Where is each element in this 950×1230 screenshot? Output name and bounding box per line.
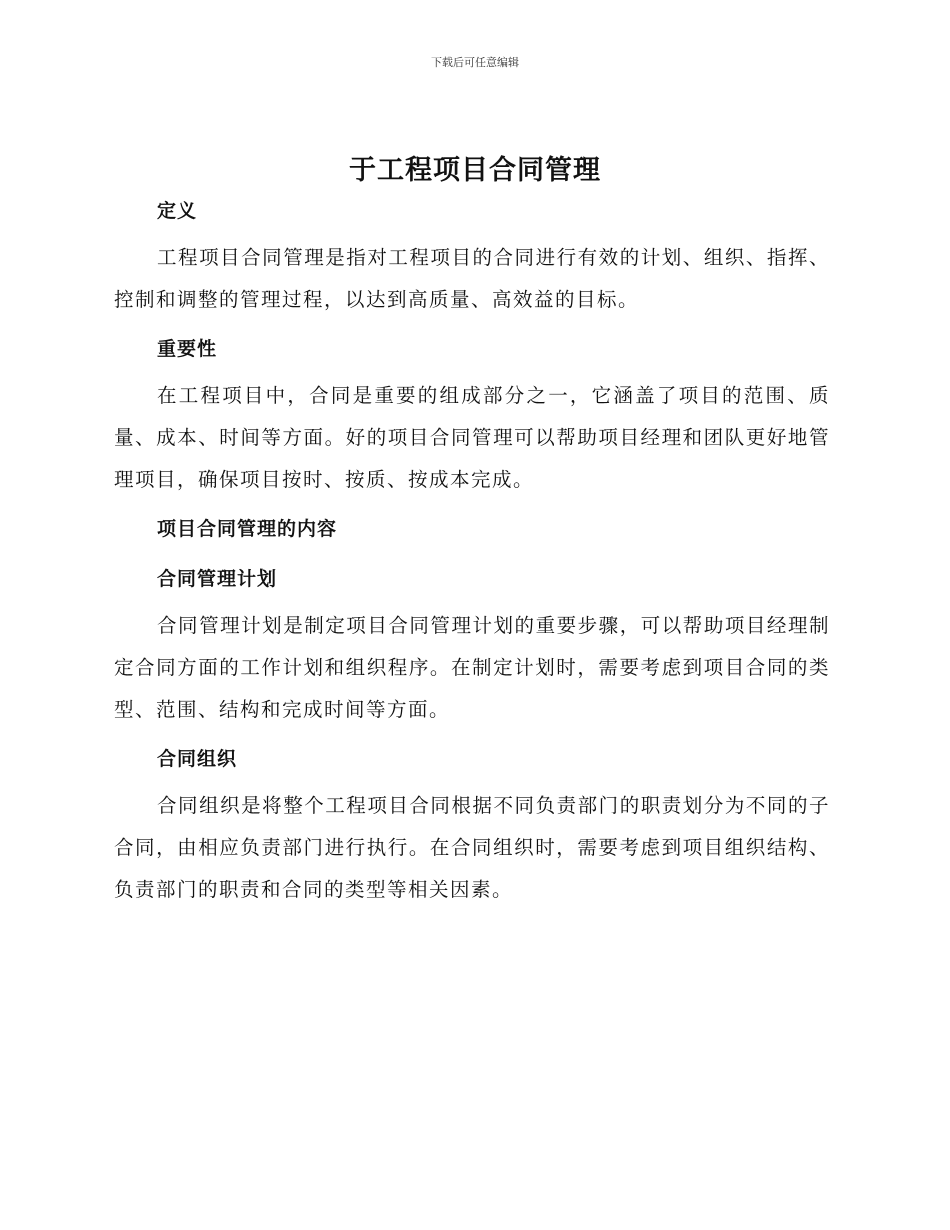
- document-title: 于工程项目合同管理: [349, 155, 601, 186]
- heading-organization: 合同组织: [157, 748, 238, 770]
- heading-importance: 重要性: [157, 338, 218, 360]
- paragraph-definition: 工程项目合同管理是指对工程项目的合同进行有效的计划、组织、指挥、控制和调整的管理过程，以达到高质量、高效益的目标。: [114, 246, 830, 311]
- heading-plan: 合同管理计划: [157, 568, 278, 590]
- document-body: [114, 193, 830, 911]
- header-note: 下载后可任意编辑: [431, 56, 519, 69]
- paragraph-plan: 合同管理计划是制定项目合同管理计划的重要步骤，可以帮助项目经理制定合同方面的工作计划和组织程序。在制定计划时，需要考虑到项目合同的类型、范围、结构和完成时间等方面。: [114, 614, 830, 721]
- paragraph-organization: 合同组织是将整个工程项目合同根据不同负责部门的职责划分为不同的子合同，由相应负责部门进行执行。在合同组织时，需要考虑到项目组织结构、负责部门的职责和合同的类型等相关因素。: [114, 794, 830, 901]
- heading-content: 项目合同管理的内容: [157, 518, 338, 540]
- paragraph-importance: 在工程项目中，合同是重要的组成部分之一，它涵盖了项目的范围、质量、成本、时间等方面。好的项目合同管理可以帮助项目经理和团队更好地管理项目，确保项目按时、按质、按成本完成。: [114, 384, 830, 491]
- heading-definition: 定义: [157, 200, 198, 222]
